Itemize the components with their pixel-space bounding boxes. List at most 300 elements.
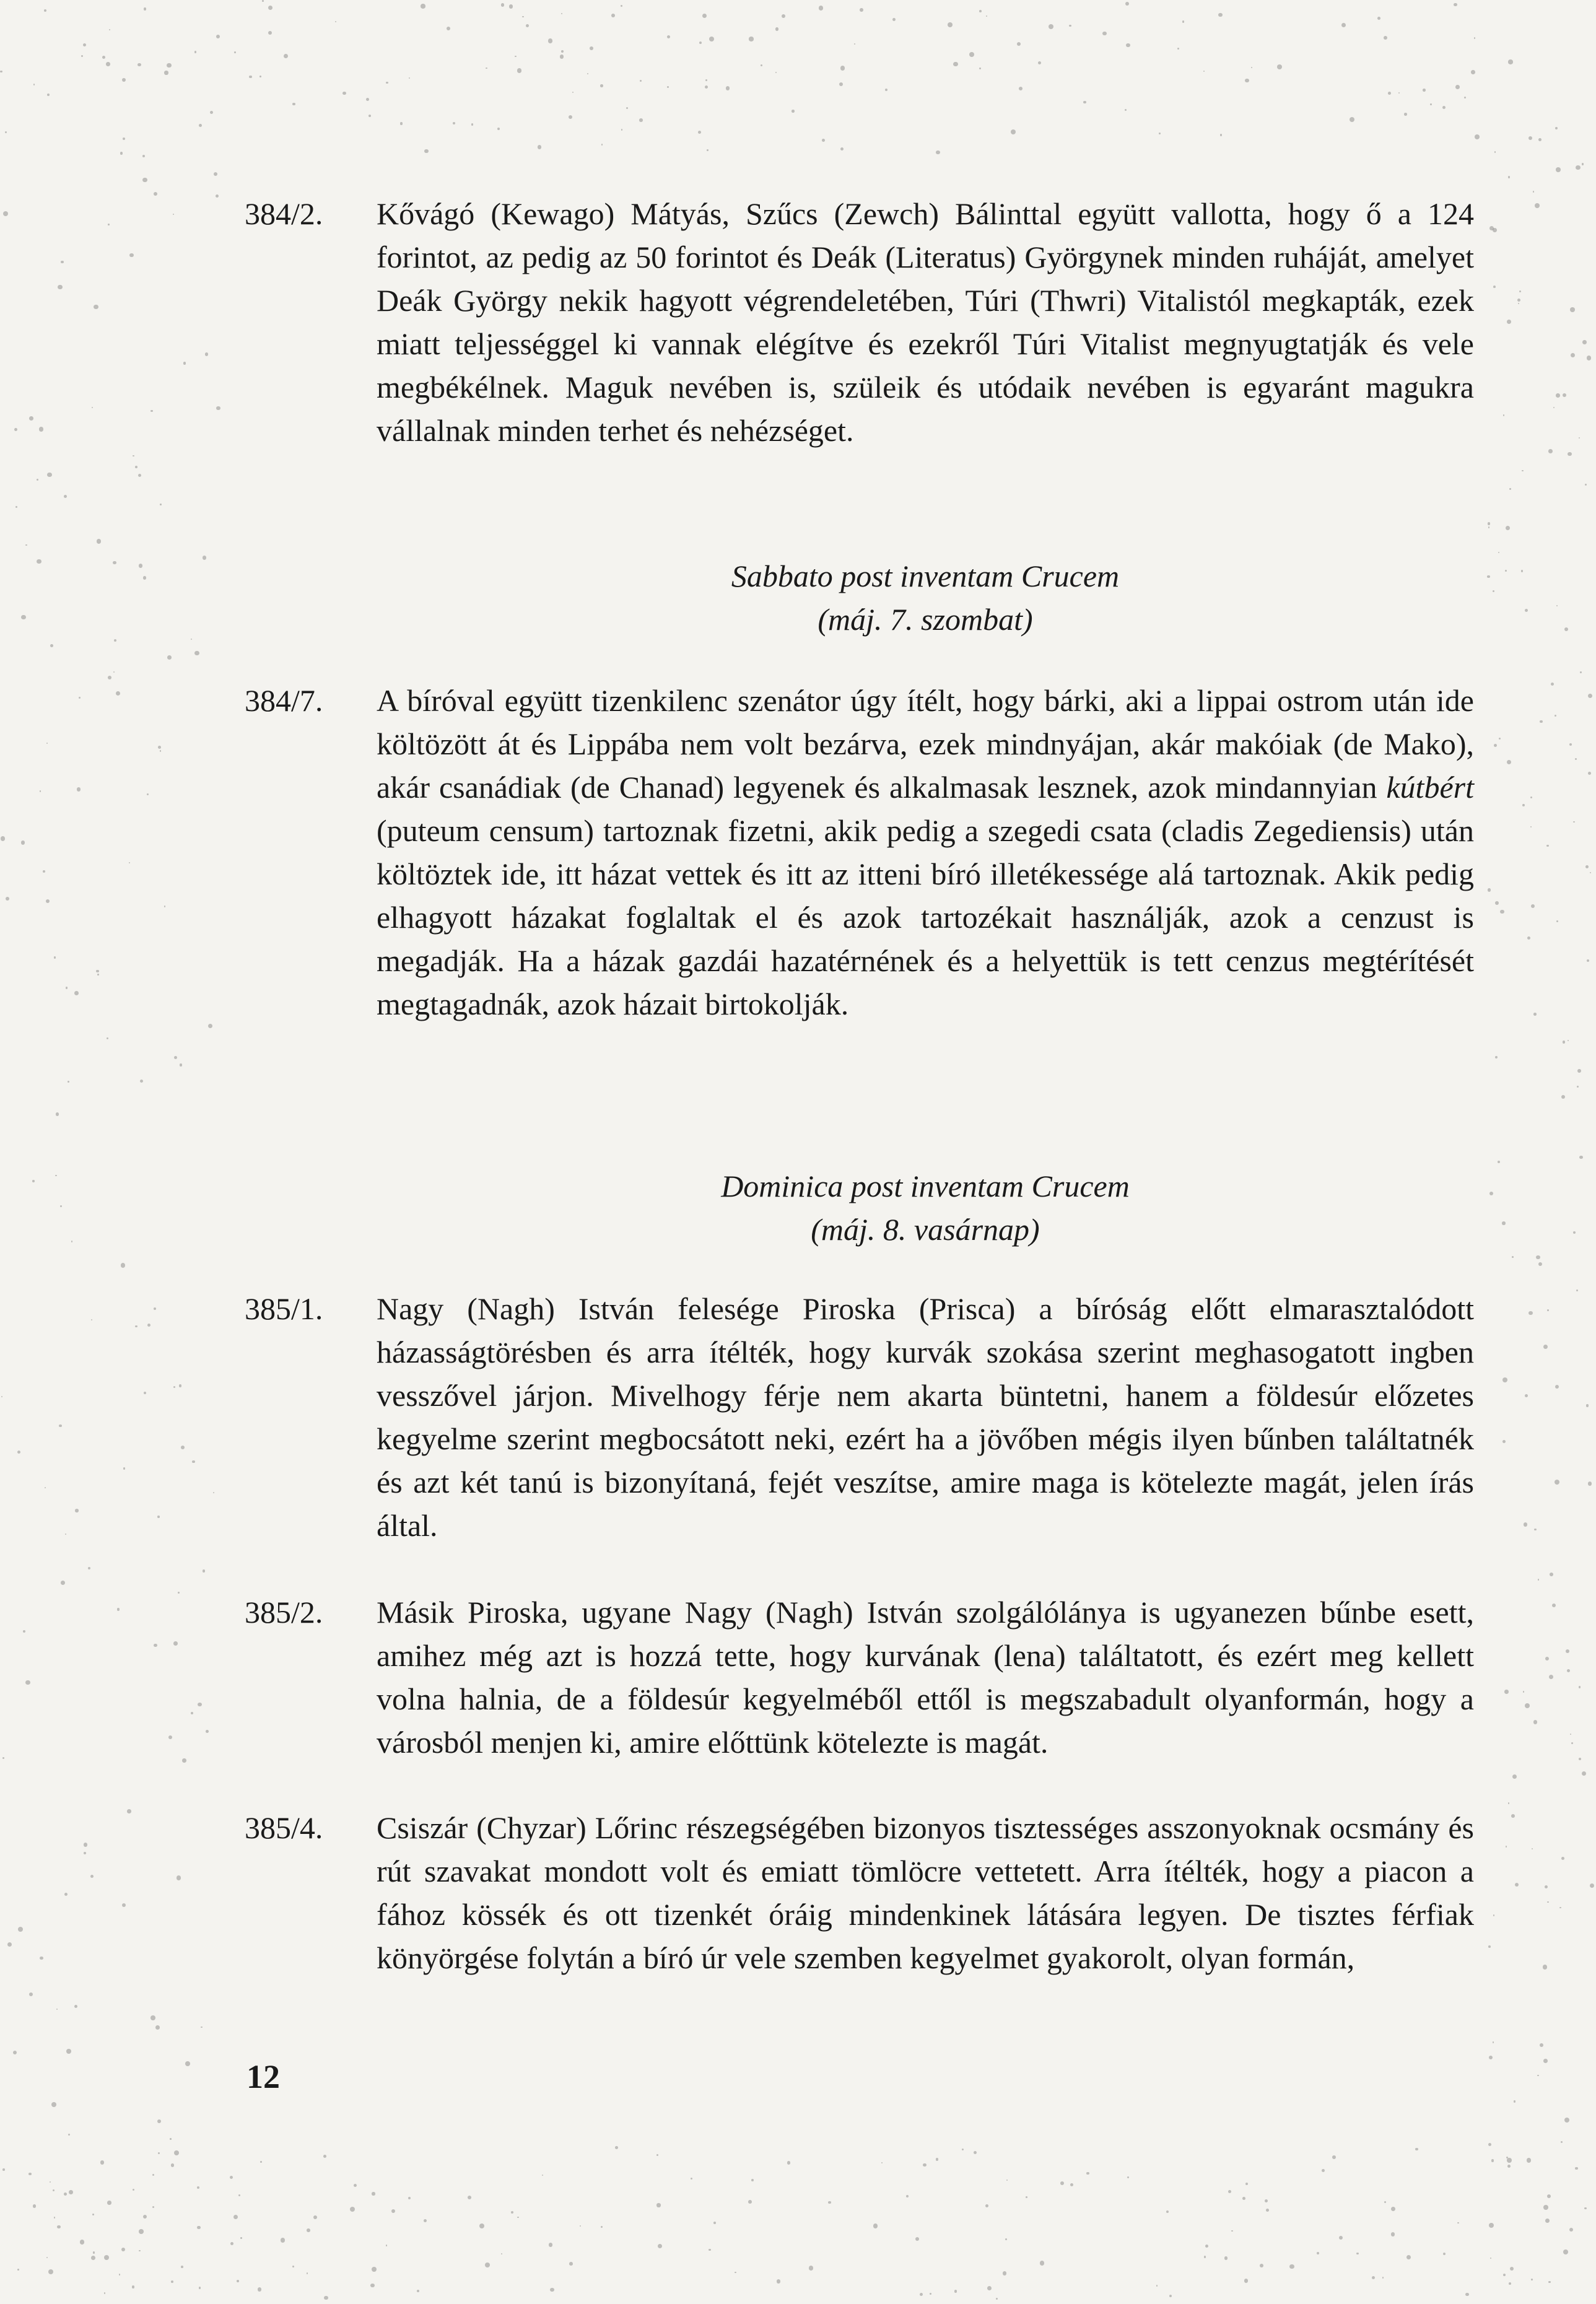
scan-speck [667,86,669,88]
scan-speck [191,639,193,640]
scan-speck [17,1451,20,1454]
scan-speck [1177,48,1179,50]
scan-speck [61,261,64,264]
scan-speck [158,2152,160,2155]
scan-speck [1245,79,1249,83]
scan-speck [154,192,157,196]
scan-speck [92,407,93,408]
scan-speck [1530,826,1532,827]
scan-speck [44,9,46,12]
scan-speck [1527,936,1530,940]
scan-speck [702,14,707,18]
entry-text-part: A bíróval együtt tizenkilenc szenátor úgy ítélt, hogy bárki, aki a lippai ostrom után ide költözött át és Lippába nem volt bezárva, ezek mindnyájan, akár makóiak (de Mako), akár csanádiak (de Chanad) legyenek és alkalmasak lesznek, azok mindannyian [377,683,1474,805]
scan-speck [969,52,974,57]
scan-speck [366,98,369,101]
scan-speck [123,1467,125,1469]
scan-speck [386,82,388,84]
scan-speck [1551,683,1554,686]
scan-speck [29,1992,33,1996]
scan-speck [1524,1522,1528,1527]
scan-speck [3,211,8,216]
scan-speck [1495,1056,1498,1058]
entry-number: 385/4. [245,1810,323,1845]
scan-speck [234,51,236,53]
scan-speck [1537,2075,1539,2077]
scan-speck [1493,228,1497,232]
scan-speck [1384,36,1387,40]
scan-speck [198,1703,202,1707]
scan-speck [1514,2100,1516,2103]
scan-speck [709,37,714,41]
scan-speck [936,151,940,154]
scan-speck [164,71,168,74]
scan-speck [1203,71,1205,72]
scan-speck [1555,1385,1559,1389]
scan-speck [775,27,778,30]
scan-speck [1556,920,1558,922]
scan-speck [860,8,863,12]
scan-speck [108,224,110,225]
scan-speck [1543,2205,1548,2210]
scan-speck [1590,1883,1594,1888]
scan-speck [205,352,209,356]
scan-speck [791,110,794,112]
scan-speck [181,2266,183,2268]
scan-speck [1384,2201,1386,2203]
scan-speck [100,2160,104,2164]
scan-speck [691,2178,692,2180]
scan-speck [122,78,126,82]
scan-speck [1566,1649,1570,1654]
scan-speck [79,697,81,699]
scan-speck [281,2238,286,2243]
scan-speck [372,2267,377,2272]
scan-speck [201,2027,203,2028]
scan-speck [726,86,730,90]
scan-speck [892,18,896,21]
scan-speck [25,1680,30,1685]
scan-speck [88,1567,90,1569]
scan-speck [185,2061,190,2066]
scan-speck [64,1893,68,1896]
scan-speck [1561,1857,1564,1860]
scan-speck [1322,2169,1325,2172]
scan-speck [167,655,172,660]
scan-speck [1169,2295,1172,2297]
scan-speck [135,466,137,468]
scan-speck [1533,1720,1537,1724]
scan-speck [107,1037,108,1039]
scan-speck [199,2287,201,2289]
scan-speck [1404,113,1407,116]
scan-speck [1017,42,1021,46]
scan-speck [601,144,603,146]
entry-384-2 [245,192,1474,452]
scan-speck [1556,605,1558,606]
scan-speck [1533,191,1535,193]
scan-speck [560,55,564,59]
scan-speck [1549,1675,1553,1679]
scan-speck [699,41,702,45]
entry-text-part: (puteum censum) tartoznak fizetni, akik pedig a szegedi csata (cladis Zegediensis) után költöztek ide, itt házat vettek és itt az itteni bíró illetékessége alá tartoznak. Akik pedig elhagyott házakat foglaltak el és azok tartozékait használják, azok a cenzust is megadják. Ha a házak gazdái hazatérnének és a helyettük is tett cenzus megtérítését megtagadnák, azok házait birtokolják. [377,813,1474,1021]
scan-speck [1430,103,1432,105]
scan-speck [447,27,450,30]
entry-384-7 [245,679,1474,1026]
scan-speck [71,1241,73,1242]
scan-speck [157,2119,161,2123]
scan-speck [1530,796,1532,798]
scan-speck [974,2151,977,2154]
scan-speck [194,651,199,656]
scan-speck [751,2179,754,2181]
scan-speck [197,2186,200,2189]
scan-speck [1564,2118,1569,2123]
date-heading-2 [245,1164,1474,1251]
scan-speck [1535,203,1540,208]
scan-speck [14,428,17,431]
scan-speck [986,15,987,17]
scan-speck [1489,1192,1493,1195]
scan-speck [1534,1529,1536,1530]
scan-speck [40,1957,43,1960]
scan-speck [526,24,529,27]
heading-line-2: (máj. 8. vasárnap) [811,1212,1040,1247]
scan-speck [1548,2281,1551,2284]
scan-speck [370,2284,375,2288]
scan-speck [1205,2245,1208,2248]
scan-speck [60,1205,62,1207]
scan-speck [171,2163,175,2167]
scan-speck [1464,97,1466,98]
scan-speck [1391,2232,1395,2236]
scan-speck [1555,127,1558,129]
scan-speck [335,21,337,23]
scan-speck [424,2219,427,2222]
scan-speck [1585,865,1589,868]
scan-speck [572,92,573,93]
scan-speck [1060,2181,1064,2185]
scan-speck [1588,1481,1592,1486]
scan-speck [1069,25,1071,27]
scan-speck [885,89,887,91]
scan-speck [69,2190,73,2194]
scan-speck [1125,109,1127,111]
scan-speck [5,131,7,133]
scan-speck [1,836,6,841]
scan-speck [1522,470,1523,471]
entry-text: Másik Piroska, ugyane Nagy (Nagh) István szolgálólánya is ugyanezen bűnbe esett, amihez még azt is hozzá tette, hogy kurvának (lena) találtatott, és ezért meg kellett volna halnia, de a földesúr kegyelméből ettől is megszabadult olyanformán, hogy a városból menjen ki, amire előttünk kötelezte is magát. [377,1595,1474,1760]
scan-speck [133,455,134,456]
scan-speck [1509,2282,1511,2285]
scan-speck [1019,87,1023,90]
scan-speck [1538,138,1541,141]
scan-speck [1517,299,1520,302]
scan-speck [292,103,295,105]
scan-speck [84,1852,86,1854]
scan-speck [203,1569,206,1573]
entry-text: Kővágó (Kewago) Mátyás, Szűcs (Zewch) Bálinttal együtt vallotta, hogy ő a 124 forintot, az pedig az 50 forintot és Deák (Literatus) Györgynek minden ruháját, amelyet Deák György nekik hagyott végrendeletében, Túri (Thwri) Vitalistól megkapták, ezek miatt teljességgel ki vannak elégítve és ezekről Túri Vitalist megnyugtatják és vele megbékélnek. Maguk nevében is, szüleik és utódaik nevében is egyaránt magukra vállalnak minden terhet és nehézséget. [377,196,1474,448]
scan-speck [485,2263,490,2267]
scan-speck [121,2248,125,2251]
scan-speck [828,2201,831,2204]
scan-speck [1563,2249,1568,2254]
scan-speck [1515,1883,1519,1887]
scan-speck [1504,1690,1508,1693]
scan-speck [142,155,146,158]
scan-speck [1228,2190,1232,2194]
entry-385-4 [245,1806,1474,1979]
scan-speck [1508,1802,1510,1804]
scan-speck [1538,1262,1542,1266]
scan-speck [1512,1256,1514,1258]
scan-speck [53,2189,55,2191]
scan-speck [81,55,83,57]
scan-speck [37,559,41,564]
scan-speck [1244,2279,1248,2282]
scan-speck [66,2049,71,2054]
scan-speck [787,2161,791,2165]
scan-speck [2,1757,4,1759]
heading-line-1: Sabbato post inventam Crucem [731,559,1120,593]
scan-speck [1493,1914,1495,1916]
scan-speck [1579,1758,1581,1760]
scan-speck [1567,1669,1571,1673]
scan-speck [213,1492,214,1493]
scan-speck [1590,872,1591,873]
scan-speck [143,2215,147,2219]
scan-speck [1488,2143,1491,2146]
scan-speck [1587,356,1592,360]
scan-speck [840,147,844,151]
scan-speck [1588,772,1591,775]
scan-speck [1528,1311,1533,1316]
scan-speck [152,2206,155,2209]
scan-speck [1533,1013,1537,1016]
page-number: 12 [246,2058,280,2095]
scan-speck [158,746,161,749]
scan-speck [45,1487,46,1488]
scan-speck [56,2009,58,2010]
scan-speck [735,2272,736,2273]
scan-speck [1531,2279,1533,2280]
scan-speck [199,124,202,127]
scan-speck [178,1592,180,1594]
entry-text: Nagy (Nagh) István felesége Piroska (Prisca) a bíróság előtt elmarasztalódott házasságtörésben és arra ítélték, hogy kurvák szokása szerint meghasogatott ingben vesszővel járjon. Mivelhogy férje nem akarta büntetni, hanem a földesúr előzetes kegyelme szerint megbocsátott neki, ezért ha a jövőben mégis ilyen bűnben találtatnék és azt két tanú is bizonyítaná, fejét veszítse, amire maga is kötelezte magát, jelen írás által. [377,1291,1474,1543]
scan-speck [1442,106,1446,109]
scan-speck [180,1063,182,1066]
scan-speck [705,85,708,89]
scan-speck [192,1460,195,1464]
scan-speck [91,1319,92,1320]
scan-speck [119,2274,121,2276]
scan-speck [1490,2258,1491,2259]
scan-speck [561,50,564,53]
scan-speck [46,899,50,904]
scan-speck [1547,1901,1548,1903]
scan-speck [497,128,500,130]
scan-speck [1491,2159,1494,2162]
scan-speck [7,1942,12,1947]
scan-speck [150,410,153,412]
scan-speck [249,76,252,79]
scan-speck [656,2203,660,2207]
scan-speck [1569,2228,1573,2232]
entry-text: Csiszár (Chyzar) Lőrinc részegségében bizonyos tisztességes asszonyoknak ocsmány és rút szavakat mondott volt és emiatt tömlöcre vettetett. Arra ítélték, hogy a piacon a fához kössék és ott tizenkét óráig mindenkinek látására legyen. De tisztes férfiak könyörgése folytán a bíró úr vele szemben kegyelmet gyakorolt, olyan formán, [377,1810,1474,1975]
scan-speck [1543,1965,1547,1969]
scan-speck [1507,2158,1511,2162]
scan-speck [1545,1657,1549,1660]
scan-speck [1488,1945,1491,1948]
scan-speck [230,2242,233,2245]
scan-speck [197,2226,200,2229]
scan-speck [1156,2285,1158,2287]
scan-speck [611,14,615,17]
scan-speck [517,68,522,73]
scan-speck [1457,2222,1459,2224]
scan-speck [1499,738,1501,740]
scan-speck [90,1875,94,1878]
scan-speck [84,1843,88,1847]
scan-speck [216,35,220,38]
scan-speck [1502,1377,1507,1382]
scan-speck [50,2181,51,2183]
scan-speck [47,94,50,96]
scan-speck [775,72,777,73]
scan-speck [542,2175,543,2176]
scan-speck [1204,2256,1206,2258]
scan-speck [147,793,149,795]
scan-speck [1525,609,1528,612]
scan-speck [1498,1161,1501,1164]
scan-speck [424,149,428,153]
scan-speck [1102,32,1107,36]
scan-speck [18,1927,23,1932]
scan-speck [421,4,425,8]
scan-speck [954,2290,957,2293]
scan-speck [1086,2172,1089,2175]
scan-speck [1489,2223,1494,2228]
scan-speck [102,56,105,59]
scan-speck [97,974,99,975]
scan-speck [133,2189,134,2191]
entry-number: 384/2. [245,196,323,231]
scan-speck [323,2155,326,2158]
scan-speck [138,474,141,477]
scan-speck [1531,904,1535,908]
scan-speck [206,1730,209,1733]
scan-speck [1570,307,1574,312]
scan-speck [1502,1221,1505,1224]
scan-speck [75,1509,79,1512]
scan-speck [137,63,141,67]
scan-speck [179,1384,182,1387]
scan-speck [216,406,220,411]
scan-speck [522,16,524,18]
scan-speck [501,3,504,6]
scan-speck [906,2195,909,2197]
scan-speck [154,1644,157,1647]
scan-speck [113,561,116,565]
scan-speck [1532,1848,1533,1849]
scan-speck [164,905,166,907]
scan-speck [1245,2183,1248,2185]
scan-speck [55,1175,57,1177]
scan-speck [6,897,10,901]
scan-speck [23,1630,25,1633]
scan-speck [936,2158,939,2161]
scan-speck [174,2150,179,2155]
scan-speck [1548,449,1553,453]
scan-speck [121,1263,125,1267]
scan-speck [1224,2256,1228,2259]
scan-speck [262,0,264,2]
scan-speck [147,1324,150,1327]
scan-speck [313,2215,317,2219]
scan-speck [621,129,623,131]
scan-speck [135,1325,137,1328]
scan-speck [1471,70,1475,74]
scan-speck [127,1809,131,1813]
scan-speck [123,137,125,140]
scan-speck [1584,2207,1587,2210]
scan-speck [167,63,171,68]
scan-speck [1339,2236,1343,2240]
scan-speck [233,2215,238,2219]
scan-speck [1391,2207,1395,2211]
scan-speck [240,2237,242,2238]
scan-speck [1489,2056,1493,2059]
scan-speck [1495,901,1499,905]
scan-speck [1588,694,1592,698]
scan-speck [1,1396,2,1397]
scan-speck [1231,2230,1233,2232]
scan-speck [1575,2167,1578,2170]
scan-speck [37,479,38,481]
scan-speck [839,82,843,86]
scan-speck [1512,1774,1517,1779]
scan-speck [68,1081,69,1083]
scan-speck [840,66,845,70]
scan-speck [1571,353,1575,357]
scan-speck [182,1758,186,1763]
scan-speck [1398,92,1400,94]
scan-speck [550,2288,554,2292]
scan-speck [64,495,67,498]
scan-speck [116,691,120,696]
scan-speck [1260,2264,1263,2267]
scan-speck [1568,1040,1569,1041]
scan-speck [1509,488,1511,489]
scan-speck [40,790,41,792]
scan-speck [65,1534,67,1535]
scan-speck [260,2161,262,2163]
scan-speck [1553,407,1555,408]
scan-speck [1127,2176,1129,2178]
scan-speck [626,107,628,109]
scan-speck [139,564,143,568]
scan-speck [208,1024,212,1028]
scan-speck [698,131,701,134]
scan-speck [408,2197,411,2199]
scan-speck [15,506,17,508]
scan-speck [1003,2271,1007,2276]
scan-speck [51,2102,56,2107]
scan-speck [569,115,572,119]
scan-speck [1545,1885,1548,1888]
scan-speck [155,2025,160,2030]
scan-speck [1563,393,1566,397]
scan-speck [152,2174,154,2176]
